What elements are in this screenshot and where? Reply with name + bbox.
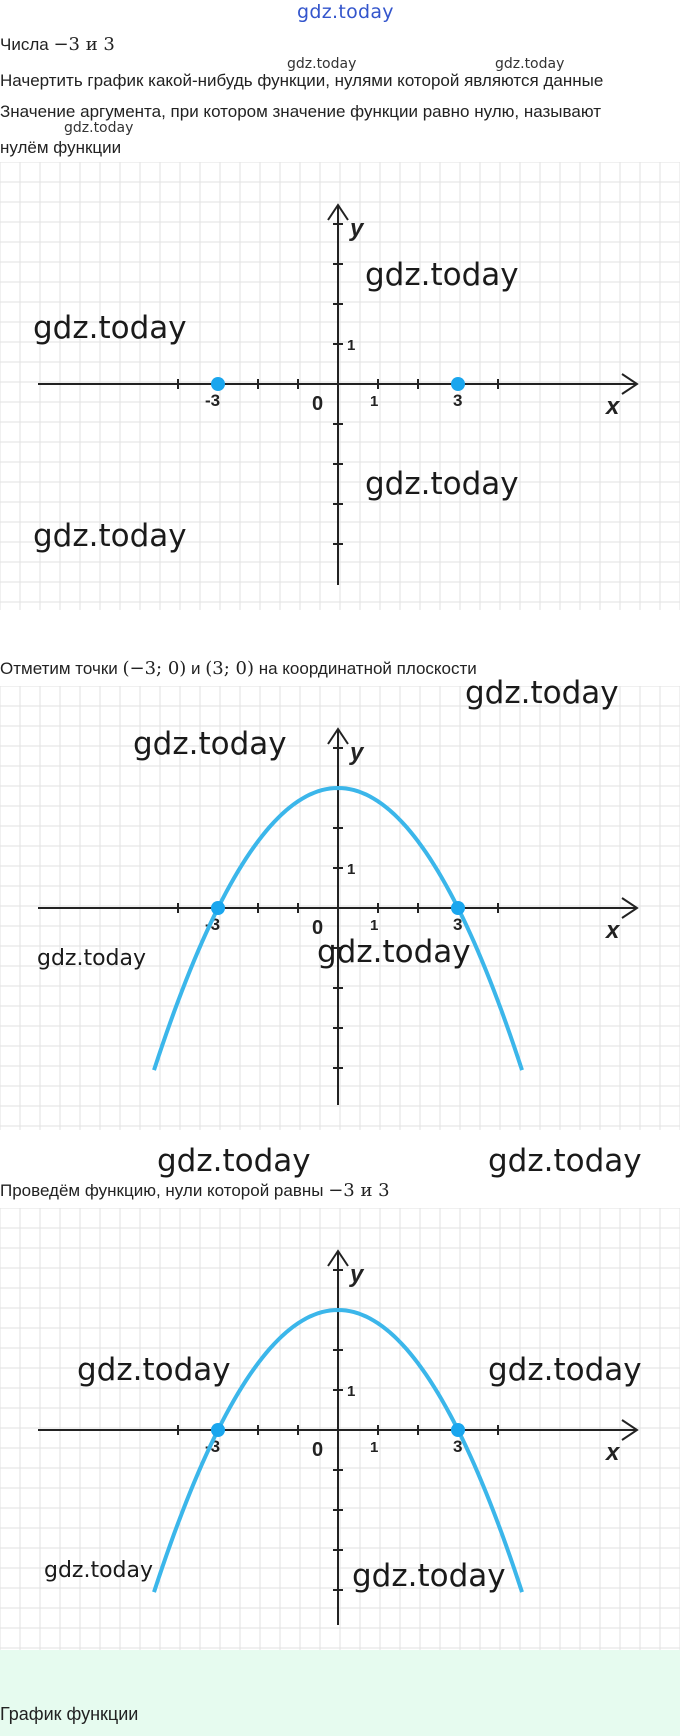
watermark-big-7: gdz.today [317,934,471,970]
line-mark-points-and: и [186,659,206,678]
watermark-big-12: gdz.today [352,1558,506,1594]
x-axis-label: x [606,393,620,420]
watermark-big-10: gdz.today [77,1352,231,1388]
line-numbers-math: −3 и 3 [53,34,115,55]
y-axis-label: y [350,1261,364,1288]
tick-label-pos3: 3 [453,915,463,934]
point-b: (3; 0) [205,658,255,679]
marked-point-2 [451,377,465,391]
point-a: (−3; 0) [122,658,187,679]
watermark-big-6: gdz.today [133,726,287,762]
watermark-big-4: gdz.today [33,518,187,554]
watermark-big-5: gdz.today [465,675,619,711]
tick-label-pos3: 3 [453,391,463,410]
watermark-big-11: gdz.today [488,1352,642,1388]
zero-point-2 [451,1423,465,1437]
watermark-big-8: gdz.today [157,1143,311,1179]
tick-label-neg3: -3 [205,391,221,410]
line-definition-1: Значение аргумента, при котором значение функции равно нулю, называют [0,102,601,121]
graph-parabola-2 [0,1208,680,1650]
x-unit-label: 1 [370,1439,379,1456]
line-definition-2: нулём функции [0,138,122,157]
line-numbers-prefix: Числа [0,35,54,54]
header-watermark: gdz.today [297,1,394,23]
y-unit-label: 1 [347,1383,356,1400]
watermark-big-9: gdz.today [488,1143,642,1179]
x-unit-label: 1 [370,917,379,934]
x-axis-label: x [606,917,620,944]
watermark-big-3: gdz.today [365,466,519,502]
watermark-small-1: gdz.today [287,56,357,72]
graph-parabola-1 [0,686,680,1130]
line-draw-function [0,1180,390,1201]
origin-label: 0 [312,917,324,939]
tick-label-pos3: 3 [453,1437,463,1456]
x-axis-label: x [606,1439,620,1466]
watermark-small-2: gdz.today [495,56,565,72]
watermark-big-1: gdz.today [365,257,519,293]
y-unit-label: 1 [347,861,356,878]
tick-label-neg3: -3 [205,1437,221,1456]
y-axis-label: y [350,739,364,766]
line-mark-points [0,658,477,679]
line-mark-points-suffix: на координатной плоскости [254,659,477,678]
watermark-mid-1: gdz.today [37,946,147,971]
zero-point-1 [211,901,225,915]
zero-point-2 [451,901,465,915]
origin-label: 0 [312,393,324,415]
line-draw-function-prefix: Проведём функцию, нули которой равны [0,1181,329,1200]
line-task: Начертить график какой-нибудь функции, нулями которой являются данные [0,71,604,90]
y-unit-label: 1 [347,337,356,354]
tick-label-neg3: -3 [205,915,221,934]
x-unit-label: 1 [370,393,379,410]
origin-label: 0 [312,1439,324,1461]
zero-point-1 [211,1423,225,1437]
watermark-small-3: gdz.today [64,120,134,136]
marked-point-1 [211,377,225,391]
line-mark-points-prefix: Отметим точки [0,659,123,678]
footer-label: График функции [0,1704,139,1724]
watermark-big-2: gdz.today [33,310,187,346]
line-numbers [0,34,115,55]
line-draw-function-math: −3 и 3 [328,1180,390,1201]
y-axis-label: y [350,215,364,242]
watermark-mid-2: gdz.today [44,1558,154,1583]
